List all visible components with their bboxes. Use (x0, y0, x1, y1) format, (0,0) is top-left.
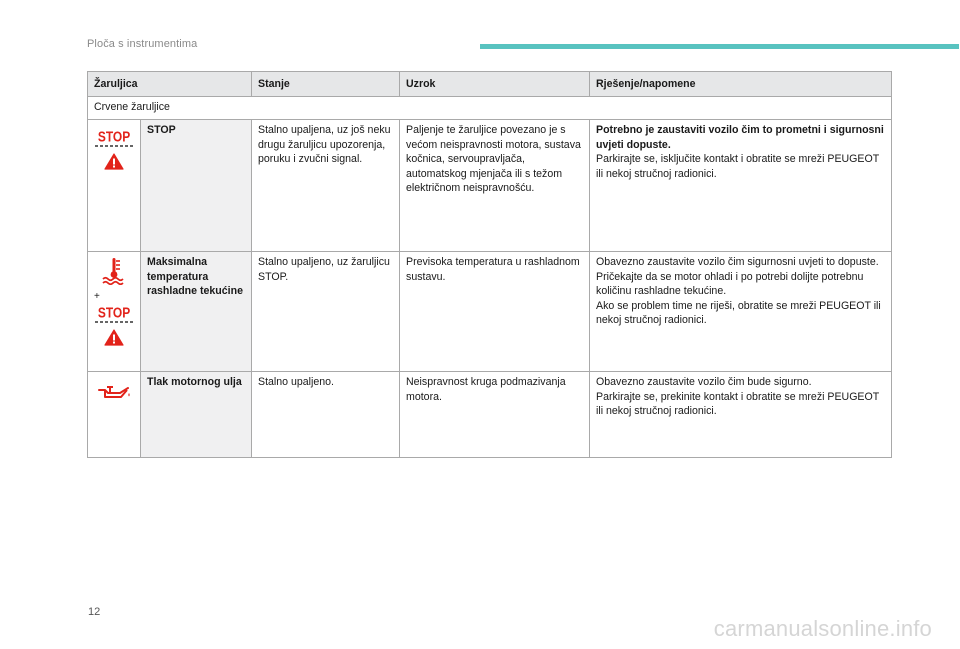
column-header-cause: Uzrok (400, 72, 590, 97)
stop-icon (97, 305, 131, 319)
solution-line: Ako se problem time ne riješi, obratite se mreži PEUGEOT ili nekoj stručnoj radionici. (596, 299, 881, 327)
table-header-row (88, 72, 892, 97)
coolant-temperature-icon (101, 257, 127, 285)
page-number: 12 (88, 606, 101, 618)
lamp-solution (590, 372, 892, 458)
column-header-lamp: Žaruljica (88, 72, 252, 97)
lamp-name: STOP (141, 120, 252, 252)
svg-text:STOP: STOP (97, 305, 131, 319)
section-label: Crvene žaruljice (88, 97, 892, 120)
lamp-state: Stalno upaljena, uz još neku drugu žaruljicu upozorenja, poruku i zvučni signal. (252, 120, 400, 252)
warning-triangle-icon (104, 329, 124, 346)
page-header-title: Ploča s instrumentima (87, 38, 198, 50)
warning-triangle-icon (104, 153, 124, 170)
lamp-cause: Paljenje te žaruljice povezano je s većom neispravnosti motora, sustava kočnica, servoupravljača, automatskog mjenjača ili s težom električnom neispravnošću. (400, 120, 590, 252)
lamp-solution (590, 252, 892, 372)
oil-pressure-icon (96, 383, 132, 401)
lamp-solution (590, 120, 892, 252)
header-accent-bar (480, 44, 959, 49)
solution-emphasis: Potrebno je zaustaviti vozilo čim to prometni i sigurnosni uvjeti dopuste. (596, 124, 884, 151)
section-row (88, 97, 892, 120)
svg-text:STOP: STOP (97, 129, 131, 143)
table-row (88, 252, 892, 372)
lamp-cause: Neispravnost kruga podmazivanja motora. (400, 372, 590, 458)
solution-line: Obavezno zaustavite vozilo čim bude sigurno. (596, 376, 812, 388)
lamp-state: Stalno upaljeno, uz žaruljicu STOP. (252, 252, 400, 372)
plus-sign: + (94, 291, 100, 302)
table-row (88, 372, 892, 458)
column-header-state: Stanje (252, 72, 400, 97)
lamp-cause: Previsoka temperatura u rashladnom sustavu. (400, 252, 590, 372)
lamp-icons-cell (88, 120, 141, 252)
lamp-icons-cell (88, 372, 141, 458)
lamp-name: Maksimalna temperatura rashladne tekućine (141, 252, 252, 372)
stop-icon (97, 129, 131, 143)
solution-text: Parkirajte se, isključite kontakt i obratite se mreži PEUGEOT ili nekoj stručnoj radionici. (596, 153, 880, 180)
solution-line: Parkirajte se, prekinite kontakt i obratite se mreži PEUGEOT ili nekoj stručnoj radionici. (596, 390, 880, 418)
table-row (88, 120, 892, 252)
lamp-name: Tlak motornog ulja (141, 372, 252, 458)
separator-dashes (94, 143, 134, 149)
lamp-icons-cell (88, 252, 141, 372)
watermark-text: carmanualsonline.info (713, 616, 932, 641)
solution-line: Pričekajte da se motor ohladi i po potrebi dolijte potrebnu količinu rashladne tekućine. (596, 270, 864, 298)
separator-dashes (94, 319, 134, 325)
column-header-solution: Rješenje/napomene (590, 72, 892, 97)
warning-lamps-table (87, 71, 892, 458)
lamp-state: Stalno upaljeno. (252, 372, 400, 458)
solution-line: Obavezno zaustavite vozilo čim sigurnosni uvjeti to dopuste. (596, 256, 879, 268)
